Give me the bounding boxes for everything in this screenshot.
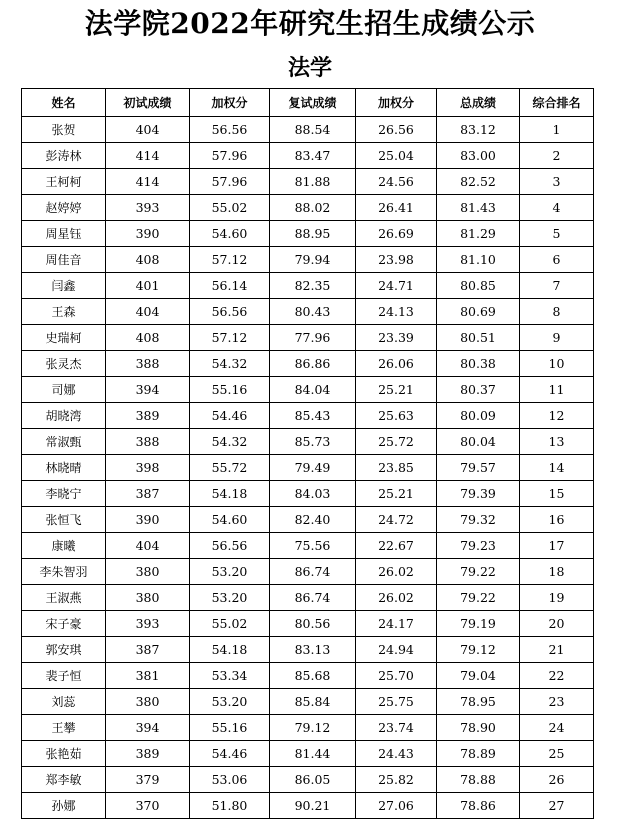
cell-name: 张艳茹 <box>22 741 106 767</box>
table-row <box>22 221 594 247</box>
cell-initial-score: 389 <box>106 403 190 429</box>
cell-retest-score: 79.49 <box>270 455 356 481</box>
cell-initial-weighted: 56.14 <box>190 273 270 299</box>
cell-retest-score: 79.94 <box>270 247 356 273</box>
cell-name: 郭安琪 <box>22 637 106 663</box>
table-row <box>22 507 594 533</box>
cell-initial-score: 401 <box>106 273 190 299</box>
cell-name: 彭涛林 <box>22 143 106 169</box>
header-retest-score: 复试成绩 <box>270 89 356 117</box>
cell-name: 刘蕊 <box>22 689 106 715</box>
cell-initial-score: 404 <box>106 533 190 559</box>
cell-total-score: 80.09 <box>437 403 520 429</box>
cell-retest-weighted: 25.75 <box>356 689 437 715</box>
cell-initial-weighted: 54.46 <box>190 403 270 429</box>
results-table <box>21 88 594 819</box>
cell-rank: 27 <box>520 793 594 819</box>
cell-total-score: 80.37 <box>437 377 520 403</box>
table-row <box>22 767 594 793</box>
cell-retest-score: 79.12 <box>270 715 356 741</box>
cell-rank: 14 <box>520 455 594 481</box>
cell-rank: 8 <box>520 299 594 325</box>
cell-initial-weighted: 54.18 <box>190 481 270 507</box>
cell-rank: 15 <box>520 481 594 507</box>
cell-initial-score: 380 <box>106 689 190 715</box>
table-row <box>22 117 594 143</box>
page-subtitle: 法学 <box>287 55 332 81</box>
cell-retest-score: 85.84 <box>270 689 356 715</box>
cell-rank: 6 <box>520 247 594 273</box>
table-row <box>22 585 594 611</box>
cell-retest-score: 88.95 <box>270 221 356 247</box>
cell-total-score: 79.23 <box>437 533 520 559</box>
cell-initial-weighted: 57.96 <box>190 169 270 195</box>
cell-initial-weighted: 57.12 <box>190 325 270 351</box>
cell-initial-score: 380 <box>106 559 190 585</box>
cell-total-score: 79.32 <box>437 507 520 533</box>
cell-total-score: 79.04 <box>437 663 520 689</box>
cell-initial-score: 408 <box>106 247 190 273</box>
cell-total-score: 79.12 <box>437 637 520 663</box>
cell-retest-weighted: 26.69 <box>356 221 437 247</box>
cell-retest-score: 86.74 <box>270 559 356 585</box>
cell-total-score: 79.39 <box>437 481 520 507</box>
cell-rank: 9 <box>520 325 594 351</box>
cell-name: 康曦 <box>22 533 106 559</box>
cell-initial-score: 404 <box>106 299 190 325</box>
cell-retest-score: 84.04 <box>270 377 356 403</box>
cell-name: 司娜 <box>22 377 106 403</box>
cell-retest-score: 77.96 <box>270 325 356 351</box>
table-row <box>22 533 594 559</box>
cell-total-score: 80.69 <box>437 299 520 325</box>
cell-name: 周佳音 <box>22 247 106 273</box>
cell-initial-score: 404 <box>106 117 190 143</box>
cell-initial-weighted: 55.16 <box>190 715 270 741</box>
cell-initial-weighted: 54.32 <box>190 351 270 377</box>
cell-total-score: 80.51 <box>437 325 520 351</box>
cell-retest-weighted: 23.74 <box>356 715 437 741</box>
cell-initial-weighted: 54.60 <box>190 221 270 247</box>
header-total-score: 总成绩 <box>437 89 520 117</box>
cell-retest-weighted: 24.56 <box>356 169 437 195</box>
table-row <box>22 195 594 221</box>
cell-initial-weighted: 51.80 <box>190 793 270 819</box>
table-row <box>22 637 594 663</box>
cell-rank: 20 <box>520 611 594 637</box>
cell-name: 周星钰 <box>22 221 106 247</box>
table-row <box>22 143 594 169</box>
cell-rank: 18 <box>520 559 594 585</box>
header-rank: 综合排名 <box>520 89 594 117</box>
cell-initial-score: 370 <box>106 793 190 819</box>
cell-retest-score: 80.56 <box>270 611 356 637</box>
cell-total-score: 78.88 <box>437 767 520 793</box>
cell-initial-weighted: 56.56 <box>190 117 270 143</box>
cell-retest-score: 81.88 <box>270 169 356 195</box>
cell-retest-weighted: 25.21 <box>356 481 437 507</box>
header-initial-weighted: 加权分 <box>190 89 270 117</box>
cell-retest-weighted: 24.13 <box>356 299 437 325</box>
cell-name: 赵婷婷 <box>22 195 106 221</box>
cell-retest-score: 75.56 <box>270 533 356 559</box>
cell-rank: 21 <box>520 637 594 663</box>
cell-retest-weighted: 23.85 <box>356 455 437 481</box>
header-retest-weighted: 加权分 <box>356 89 437 117</box>
cell-rank: 1 <box>520 117 594 143</box>
table-row <box>22 247 594 273</box>
cell-rank: 13 <box>520 429 594 455</box>
cell-name: 王柯柯 <box>22 169 106 195</box>
cell-total-score: 80.04 <box>437 429 520 455</box>
cell-name: 张恒飞 <box>22 507 106 533</box>
cell-rank: 23 <box>520 689 594 715</box>
cell-retest-weighted: 25.63 <box>356 403 437 429</box>
cell-initial-score: 394 <box>106 715 190 741</box>
cell-retest-weighted: 25.04 <box>356 143 437 169</box>
table-row <box>22 403 594 429</box>
cell-initial-score: 393 <box>106 611 190 637</box>
cell-initial-score: 390 <box>106 221 190 247</box>
cell-initial-weighted: 53.20 <box>190 689 270 715</box>
cell-initial-score: 379 <box>106 767 190 793</box>
cell-total-score: 79.19 <box>437 611 520 637</box>
cell-rank: 10 <box>520 351 594 377</box>
cell-initial-score: 414 <box>106 169 190 195</box>
cell-retest-weighted: 22.67 <box>356 533 437 559</box>
cell-rank: 7 <box>520 273 594 299</box>
table-row <box>22 793 594 819</box>
cell-name: 郑李敏 <box>22 767 106 793</box>
table-row <box>22 429 594 455</box>
cell-total-score: 81.29 <box>437 221 520 247</box>
table-row <box>22 559 594 585</box>
table-row <box>22 351 594 377</box>
cell-initial-score: 381 <box>106 663 190 689</box>
cell-name: 李晓宁 <box>22 481 106 507</box>
cell-name: 林晓晴 <box>22 455 106 481</box>
cell-retest-score: 84.03 <box>270 481 356 507</box>
cell-retest-weighted: 24.71 <box>356 273 437 299</box>
table-row <box>22 663 594 689</box>
cell-retest-score: 83.13 <box>270 637 356 663</box>
cell-initial-weighted: 53.20 <box>190 559 270 585</box>
cell-name: 张贺 <box>22 117 106 143</box>
cell-rank: 22 <box>520 663 594 689</box>
table-row <box>22 377 594 403</box>
cell-initial-score: 398 <box>106 455 190 481</box>
cell-initial-weighted: 54.60 <box>190 507 270 533</box>
cell-initial-score: 393 <box>106 195 190 221</box>
cell-initial-weighted: 56.56 <box>190 299 270 325</box>
cell-retest-weighted: 24.43 <box>356 741 437 767</box>
cell-initial-score: 380 <box>106 585 190 611</box>
table-row <box>22 689 594 715</box>
cell-retest-score: 82.35 <box>270 273 356 299</box>
cell-retest-weighted: 26.02 <box>356 585 437 611</box>
cell-total-score: 79.22 <box>437 585 520 611</box>
cell-rank: 16 <box>520 507 594 533</box>
cell-retest-score: 83.47 <box>270 143 356 169</box>
cell-retest-score: 82.40 <box>270 507 356 533</box>
cell-retest-weighted: 25.72 <box>356 429 437 455</box>
cell-total-score: 78.89 <box>437 741 520 767</box>
cell-total-score: 79.22 <box>437 559 520 585</box>
cell-retest-weighted: 27.06 <box>356 793 437 819</box>
table-row <box>22 715 594 741</box>
cell-retest-weighted: 23.98 <box>356 247 437 273</box>
cell-retest-score: 80.43 <box>270 299 356 325</box>
cell-initial-weighted: 53.20 <box>190 585 270 611</box>
cell-retest-weighted: 24.72 <box>356 507 437 533</box>
cell-initial-weighted: 54.46 <box>190 741 270 767</box>
cell-retest-weighted: 25.21 <box>356 377 437 403</box>
table-row <box>22 273 594 299</box>
cell-initial-score: 388 <box>106 351 190 377</box>
cell-retest-weighted: 26.06 <box>356 351 437 377</box>
cell-initial-score: 414 <box>106 143 190 169</box>
cell-name: 张灵杰 <box>22 351 106 377</box>
cell-rank: 26 <box>520 767 594 793</box>
cell-initial-weighted: 57.12 <box>190 247 270 273</box>
cell-rank: 17 <box>520 533 594 559</box>
cell-initial-score: 387 <box>106 481 190 507</box>
cell-name: 李朱智羽 <box>22 559 106 585</box>
cell-retest-score: 85.73 <box>270 429 356 455</box>
cell-retest-weighted: 25.70 <box>356 663 437 689</box>
cell-rank: 12 <box>520 403 594 429</box>
cell-total-score: 78.86 <box>437 793 520 819</box>
cell-initial-weighted: 55.02 <box>190 611 270 637</box>
cell-total-score: 80.85 <box>437 273 520 299</box>
cell-retest-score: 86.86 <box>270 351 356 377</box>
cell-rank: 2 <box>520 143 594 169</box>
cell-total-score: 83.00 <box>437 143 520 169</box>
cell-name: 胡晓湾 <box>22 403 106 429</box>
cell-initial-weighted: 54.18 <box>190 637 270 663</box>
cell-retest-weighted: 26.41 <box>356 195 437 221</box>
cell-initial-weighted: 53.06 <box>190 767 270 793</box>
cell-rank: 5 <box>520 221 594 247</box>
table-row <box>22 741 594 767</box>
cell-name: 裴子恒 <box>22 663 106 689</box>
cell-retest-score: 85.68 <box>270 663 356 689</box>
cell-initial-weighted: 55.72 <box>190 455 270 481</box>
cell-retest-weighted: 24.17 <box>356 611 437 637</box>
cell-retest-score: 90.21 <box>270 793 356 819</box>
cell-total-score: 81.43 <box>437 195 520 221</box>
cell-name: 史瑞柯 <box>22 325 106 351</box>
cell-rank: 25 <box>520 741 594 767</box>
table-row <box>22 325 594 351</box>
cell-total-score: 83.12 <box>437 117 520 143</box>
cell-total-score: 82.52 <box>437 169 520 195</box>
cell-total-score: 78.90 <box>437 715 520 741</box>
cell-name: 孙娜 <box>22 793 106 819</box>
cell-retest-weighted: 23.39 <box>356 325 437 351</box>
cell-name: 王森 <box>22 299 106 325</box>
page-title: 法学院2022年研究生招生成绩公示 <box>84 7 536 40</box>
cell-rank: 24 <box>520 715 594 741</box>
cell-initial-weighted: 56.56 <box>190 533 270 559</box>
cell-initial-weighted: 57.96 <box>190 143 270 169</box>
cell-retest-score: 88.02 <box>270 195 356 221</box>
cell-retest-score: 81.44 <box>270 741 356 767</box>
cell-rank: 3 <box>520 169 594 195</box>
cell-total-score: 78.95 <box>437 689 520 715</box>
cell-name: 宋子豪 <box>22 611 106 637</box>
cell-retest-weighted: 26.56 <box>356 117 437 143</box>
header-initial-score: 初试成绩 <box>106 89 190 117</box>
cell-retest-score: 85.43 <box>270 403 356 429</box>
cell-initial-score: 390 <box>106 507 190 533</box>
cell-total-score: 81.10 <box>437 247 520 273</box>
cell-initial-weighted: 54.32 <box>190 429 270 455</box>
table-row <box>22 169 594 195</box>
cell-retest-score: 86.05 <box>270 767 356 793</box>
cell-name: 常淑甄 <box>22 429 106 455</box>
cell-initial-score: 387 <box>106 637 190 663</box>
cell-initial-score: 394 <box>106 377 190 403</box>
table-row <box>22 455 594 481</box>
cell-initial-weighted: 53.34 <box>190 663 270 689</box>
cell-name: 闫鑫 <box>22 273 106 299</box>
cell-initial-score: 388 <box>106 429 190 455</box>
cell-initial-score: 408 <box>106 325 190 351</box>
header-name: 姓名 <box>22 89 106 117</box>
table-row <box>22 299 594 325</box>
cell-name: 王攀 <box>22 715 106 741</box>
cell-total-score: 79.57 <box>437 455 520 481</box>
cell-initial-weighted: 55.02 <box>190 195 270 221</box>
table-row <box>22 611 594 637</box>
cell-retest-score: 86.74 <box>270 585 356 611</box>
table-row <box>22 481 594 507</box>
cell-rank: 19 <box>520 585 594 611</box>
table-header-row <box>22 89 594 117</box>
cell-retest-score: 88.54 <box>270 117 356 143</box>
cell-initial-weighted: 55.16 <box>190 377 270 403</box>
cell-retest-weighted: 24.94 <box>356 637 437 663</box>
cell-initial-score: 389 <box>106 741 190 767</box>
cell-rank: 11 <box>520 377 594 403</box>
cell-rank: 4 <box>520 195 594 221</box>
cell-retest-weighted: 26.02 <box>356 559 437 585</box>
cell-name: 王淑燕 <box>22 585 106 611</box>
cell-retest-weighted: 25.82 <box>356 767 437 793</box>
cell-total-score: 80.38 <box>437 351 520 377</box>
